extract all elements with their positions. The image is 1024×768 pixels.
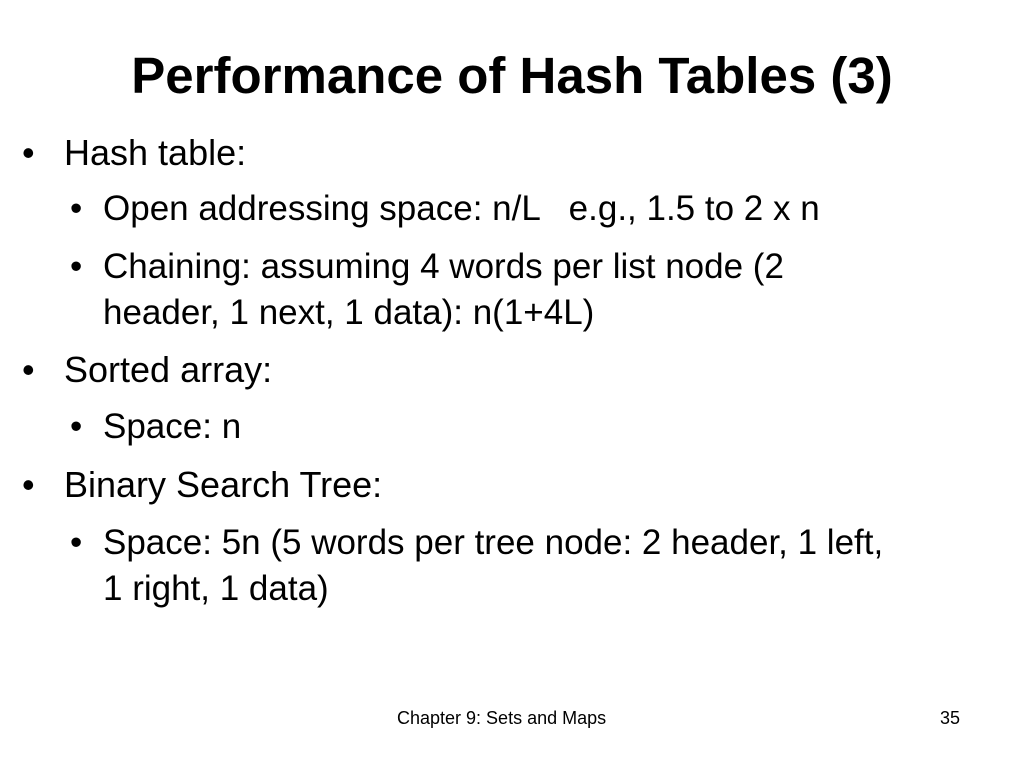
bullet-dot-icon: • <box>70 523 83 562</box>
bullet-text-line-2: 1 right, 1 data) <box>103 569 329 608</box>
bullet-dot-icon: • <box>70 407 83 446</box>
bullet-dot-icon: • <box>70 189 83 228</box>
bullet-text-line-1: Chaining: assuming 4 words per list node (2 <box>103 247 784 286</box>
bullet-dot-icon: • <box>70 247 83 286</box>
page-number: 35 <box>940 708 961 728</box>
bullet-text: Open addressing space: n/L e.g., 1.5 to 2 x n <box>103 189 820 228</box>
bullet-text-line-2: header, 1 next, 1 data): n(1+4L) <box>103 293 595 332</box>
bullet-text: Space: n <box>103 407 242 446</box>
bullet-dot-icon: • <box>22 349 35 390</box>
bullet-text-line-1: Space: 5n (5 words per tree node: 2 header, 1 left, <box>103 523 884 562</box>
bullet-text: Binary Search Tree: <box>64 464 383 505</box>
slide-title: Performance of Hash Tables (3) <box>131 47 893 104</box>
bullet-text: Sorted array: <box>64 349 273 390</box>
bullet-dot-icon: • <box>22 132 35 173</box>
bullet-dot-icon: • <box>22 464 35 505</box>
bullet-text: Hash table: <box>64 132 247 173</box>
footer-chapter-title: Chapter 9: Sets and Maps <box>397 708 607 728</box>
